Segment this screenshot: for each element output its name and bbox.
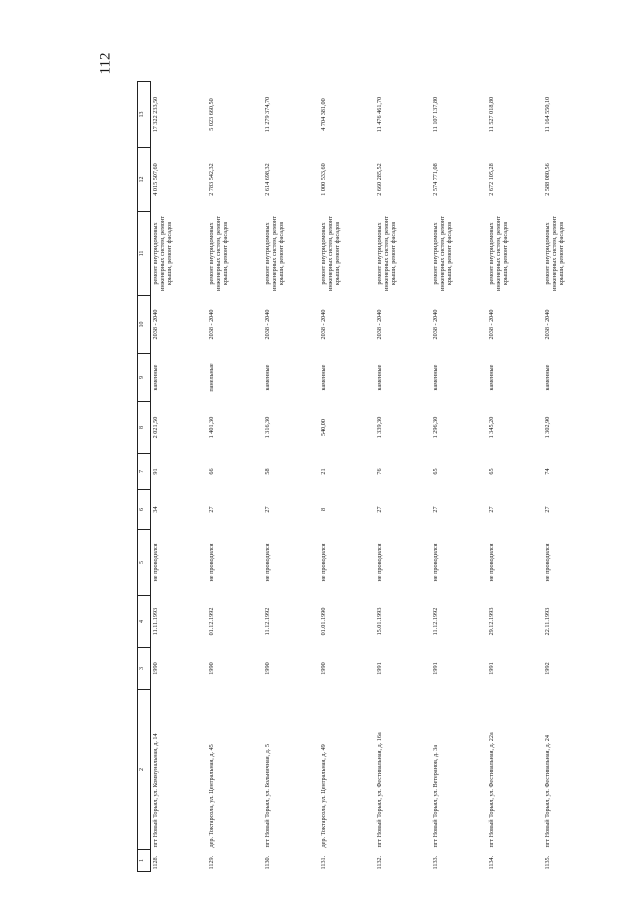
table-row	[263, 82, 319, 872]
column-6-value: 34	[152, 506, 159, 513]
column-header: 5	[138, 530, 151, 596]
column-7-value: 65	[487, 468, 495, 475]
rotated-page-content	[109, 28, 565, 872]
repair-period: 2038 - 2040	[207, 309, 215, 340]
total-cost: 4 704 381,00	[319, 98, 327, 131]
last-repair: не проводился	[207, 543, 215, 582]
repair-period: 2038 - 2040	[375, 309, 383, 340]
construction-year: 1990	[263, 662, 271, 675]
commissioning-date: 11.12.1992	[431, 607, 439, 636]
column-7-value: 21	[319, 468, 327, 475]
last-repair: не проводился	[319, 543, 327, 582]
area-value: 2 021,50	[152, 416, 159, 439]
planned-works: ремонт внутридомовых инженерных систем, ремонт крыши, ремонт фасадов	[152, 216, 174, 291]
repair-period: 2038 - 2040	[487, 309, 495, 340]
commissioning-date: 15.01.1993	[375, 607, 383, 636]
column-header: 2	[138, 690, 151, 850]
column-7-value: 91	[152, 468, 159, 475]
house-address: пгт Новый Торьял, ул. Больничная, д. 5	[263, 744, 271, 848]
column-6-value: 27	[263, 506, 271, 513]
column-header: 9	[138, 354, 151, 402]
column-6-value: 27	[543, 506, 551, 513]
repair-period: 2038 - 2040	[431, 309, 439, 340]
table-row	[543, 82, 599, 872]
total-cost: 17 322 233,50	[152, 96, 159, 133]
row-number: 1128.	[152, 855, 159, 870]
construction-year: 1990	[152, 662, 159, 675]
commissioning-date: 01.12.1992	[207, 607, 215, 636]
planned-works: ремонт внутридомовых инженерных систем, ремонт крыши, ремонт фасадов	[487, 216, 509, 291]
column-7-value: 76	[375, 468, 383, 475]
column-header: 10	[138, 296, 151, 354]
construction-year: 1990	[207, 662, 215, 675]
table-row	[151, 82, 207, 872]
row-number: 1133.	[431, 855, 439, 870]
last-repair: не проводился	[375, 543, 383, 582]
commissioning-date: 01.01.1990	[319, 607, 327, 636]
column-header: 11	[138, 212, 151, 296]
repair-period: 2038 - 2040	[152, 309, 159, 340]
repair-cost: 2 660 285,52	[375, 163, 383, 196]
area-value: 540,00	[319, 419, 327, 437]
column-6-value: 27	[375, 506, 383, 513]
row-number: 1130.	[263, 855, 271, 870]
house-address: пгт Новый Торьял, ул. Фестивальная, д. 22а	[487, 732, 495, 848]
area-value: 1 316,30	[263, 416, 271, 439]
last-repair: не проводился	[431, 543, 439, 582]
table-row	[207, 82, 263, 872]
repair-cost: 2 614 698,32	[263, 163, 271, 196]
page-number: 112	[97, 52, 114, 75]
column-6-value: 27	[487, 506, 495, 513]
commissioning-date: 11.12.1992	[263, 607, 271, 636]
area-value: 1 302,90	[543, 416, 551, 439]
total-cost: 5 023 660,50	[207, 98, 215, 131]
table-row	[319, 82, 375, 872]
planned-works: ремонт внутридомовых инженерных систем, ремонт крыши, ремонт фасадов	[543, 216, 565, 291]
column-header: 13	[138, 82, 151, 148]
repair-cost: 4 015 507,60	[152, 163, 159, 196]
area-value: 1 345,20	[487, 416, 495, 439]
total-cost: 11 107 137,80	[431, 96, 439, 133]
total-cost: 11 476 461,70	[375, 96, 383, 133]
row-number: 1135.	[543, 855, 551, 870]
wall-material: каменные	[375, 364, 383, 391]
last-repair: не проводился	[263, 543, 271, 582]
column-header: 8	[138, 402, 151, 454]
row-number: 1134.	[487, 855, 495, 870]
housing-repair-table	[137, 81, 599, 872]
commissioning-date: 11.11.1993	[152, 607, 159, 636]
last-repair: не проводился	[152, 543, 159, 582]
column-header: 4	[138, 596, 151, 648]
planned-works: ремонт внутридомовых инженерных систем, ремонт крыши, ремонт фасадов	[207, 216, 229, 291]
repair-cost: 2 574 771,08	[431, 163, 439, 196]
repair-period: 2038 - 2040	[319, 309, 327, 340]
house-address: пгт Новый Торьял, ул. Ветеранов, д. 3а	[431, 744, 439, 848]
repair-cost: 2 588 080,56	[543, 163, 551, 196]
total-cost: 11 527 018,80	[487, 96, 495, 133]
construction-year: 1991	[431, 662, 439, 675]
last-repair: не проводился	[487, 543, 495, 582]
repair-period: 2038 - 2040	[263, 309, 271, 340]
total-cost: 11 164 550,10	[543, 96, 551, 133]
construction-year: 1991	[487, 662, 495, 675]
house-address: дер. Токтарсола, ул. Центральная, д. 49	[319, 744, 327, 848]
column-7-value: 58	[263, 468, 271, 475]
area-value: 1 339,30	[375, 416, 383, 439]
construction-year: 1992	[543, 662, 551, 675]
column-header: 3	[138, 648, 151, 690]
house-address: пгт Новый Торьял, ул. Коммунальная, д. 14	[152, 733, 159, 848]
house-address: пгт Новый Торьял, ул. Фестивальная, д. 16а	[375, 732, 383, 848]
house-address: пгт Новый Торьял, ул. Фестивальная, д. 24	[543, 735, 551, 848]
column-header: 1	[138, 850, 151, 872]
repair-cost: 2 672 105,28	[487, 163, 495, 196]
repair-cost: 1 000 533,60	[319, 163, 327, 196]
last-repair: не проводился	[543, 543, 551, 582]
wall-material: каменные	[543, 364, 551, 391]
column-6-value: 27	[207, 506, 215, 513]
house-address: дер. Токтарсола, ул. Центральная, д. 45	[207, 744, 215, 848]
wall-material: каменные	[487, 364, 495, 391]
wall-material: панельные	[207, 363, 215, 392]
total-cost: 11 279 374,70	[263, 96, 271, 133]
wall-material: каменные	[263, 364, 271, 391]
wall-material: каменные	[152, 364, 159, 391]
column-number-row	[138, 82, 151, 872]
row-number: 1132.	[375, 855, 383, 870]
column-7-value: 65	[431, 468, 439, 475]
column-7-value: 74	[543, 468, 551, 475]
row-number: 1131.	[319, 855, 327, 870]
commissioning-date: 29.12.1993	[487, 607, 495, 636]
column-6-value: 27	[431, 506, 439, 513]
planned-works: ремонт внутридомовых инженерных систем, ремонт крыши, ремонт фасадов	[319, 216, 341, 291]
column-7-value: 66	[207, 468, 215, 475]
column-6-value: 8	[319, 507, 327, 512]
area-value: 1 296,30	[431, 416, 439, 439]
construction-year: 1990	[319, 662, 327, 675]
wall-material: каменные	[319, 364, 327, 391]
commissioning-date: 22.11.1993	[543, 607, 551, 636]
wall-material: каменные	[431, 364, 439, 391]
planned-works: ремонт внутридомовых инженерных систем, ремонт крыши, ремонт фасадов	[431, 216, 453, 291]
area-value: 1 401,30	[207, 416, 215, 439]
repair-period: 2038 - 2040	[543, 309, 551, 340]
column-header: 12	[138, 148, 151, 212]
row-number: 1129.	[207, 855, 215, 870]
table-row	[375, 82, 431, 872]
planned-works: ремонт внутридомовых инженерных систем, ремонт крыши, ремонт фасадов	[375, 216, 397, 291]
repair-cost: 2 783 542,32	[207, 163, 215, 196]
column-header: 7	[138, 454, 151, 490]
table-row	[431, 82, 487, 872]
table-row	[487, 82, 543, 872]
planned-works: ремонт внутридомовых инженерных систем, ремонт крыши, ремонт фасадов	[263, 216, 285, 291]
construction-year: 1991	[375, 662, 383, 675]
column-header: 6	[138, 490, 151, 530]
